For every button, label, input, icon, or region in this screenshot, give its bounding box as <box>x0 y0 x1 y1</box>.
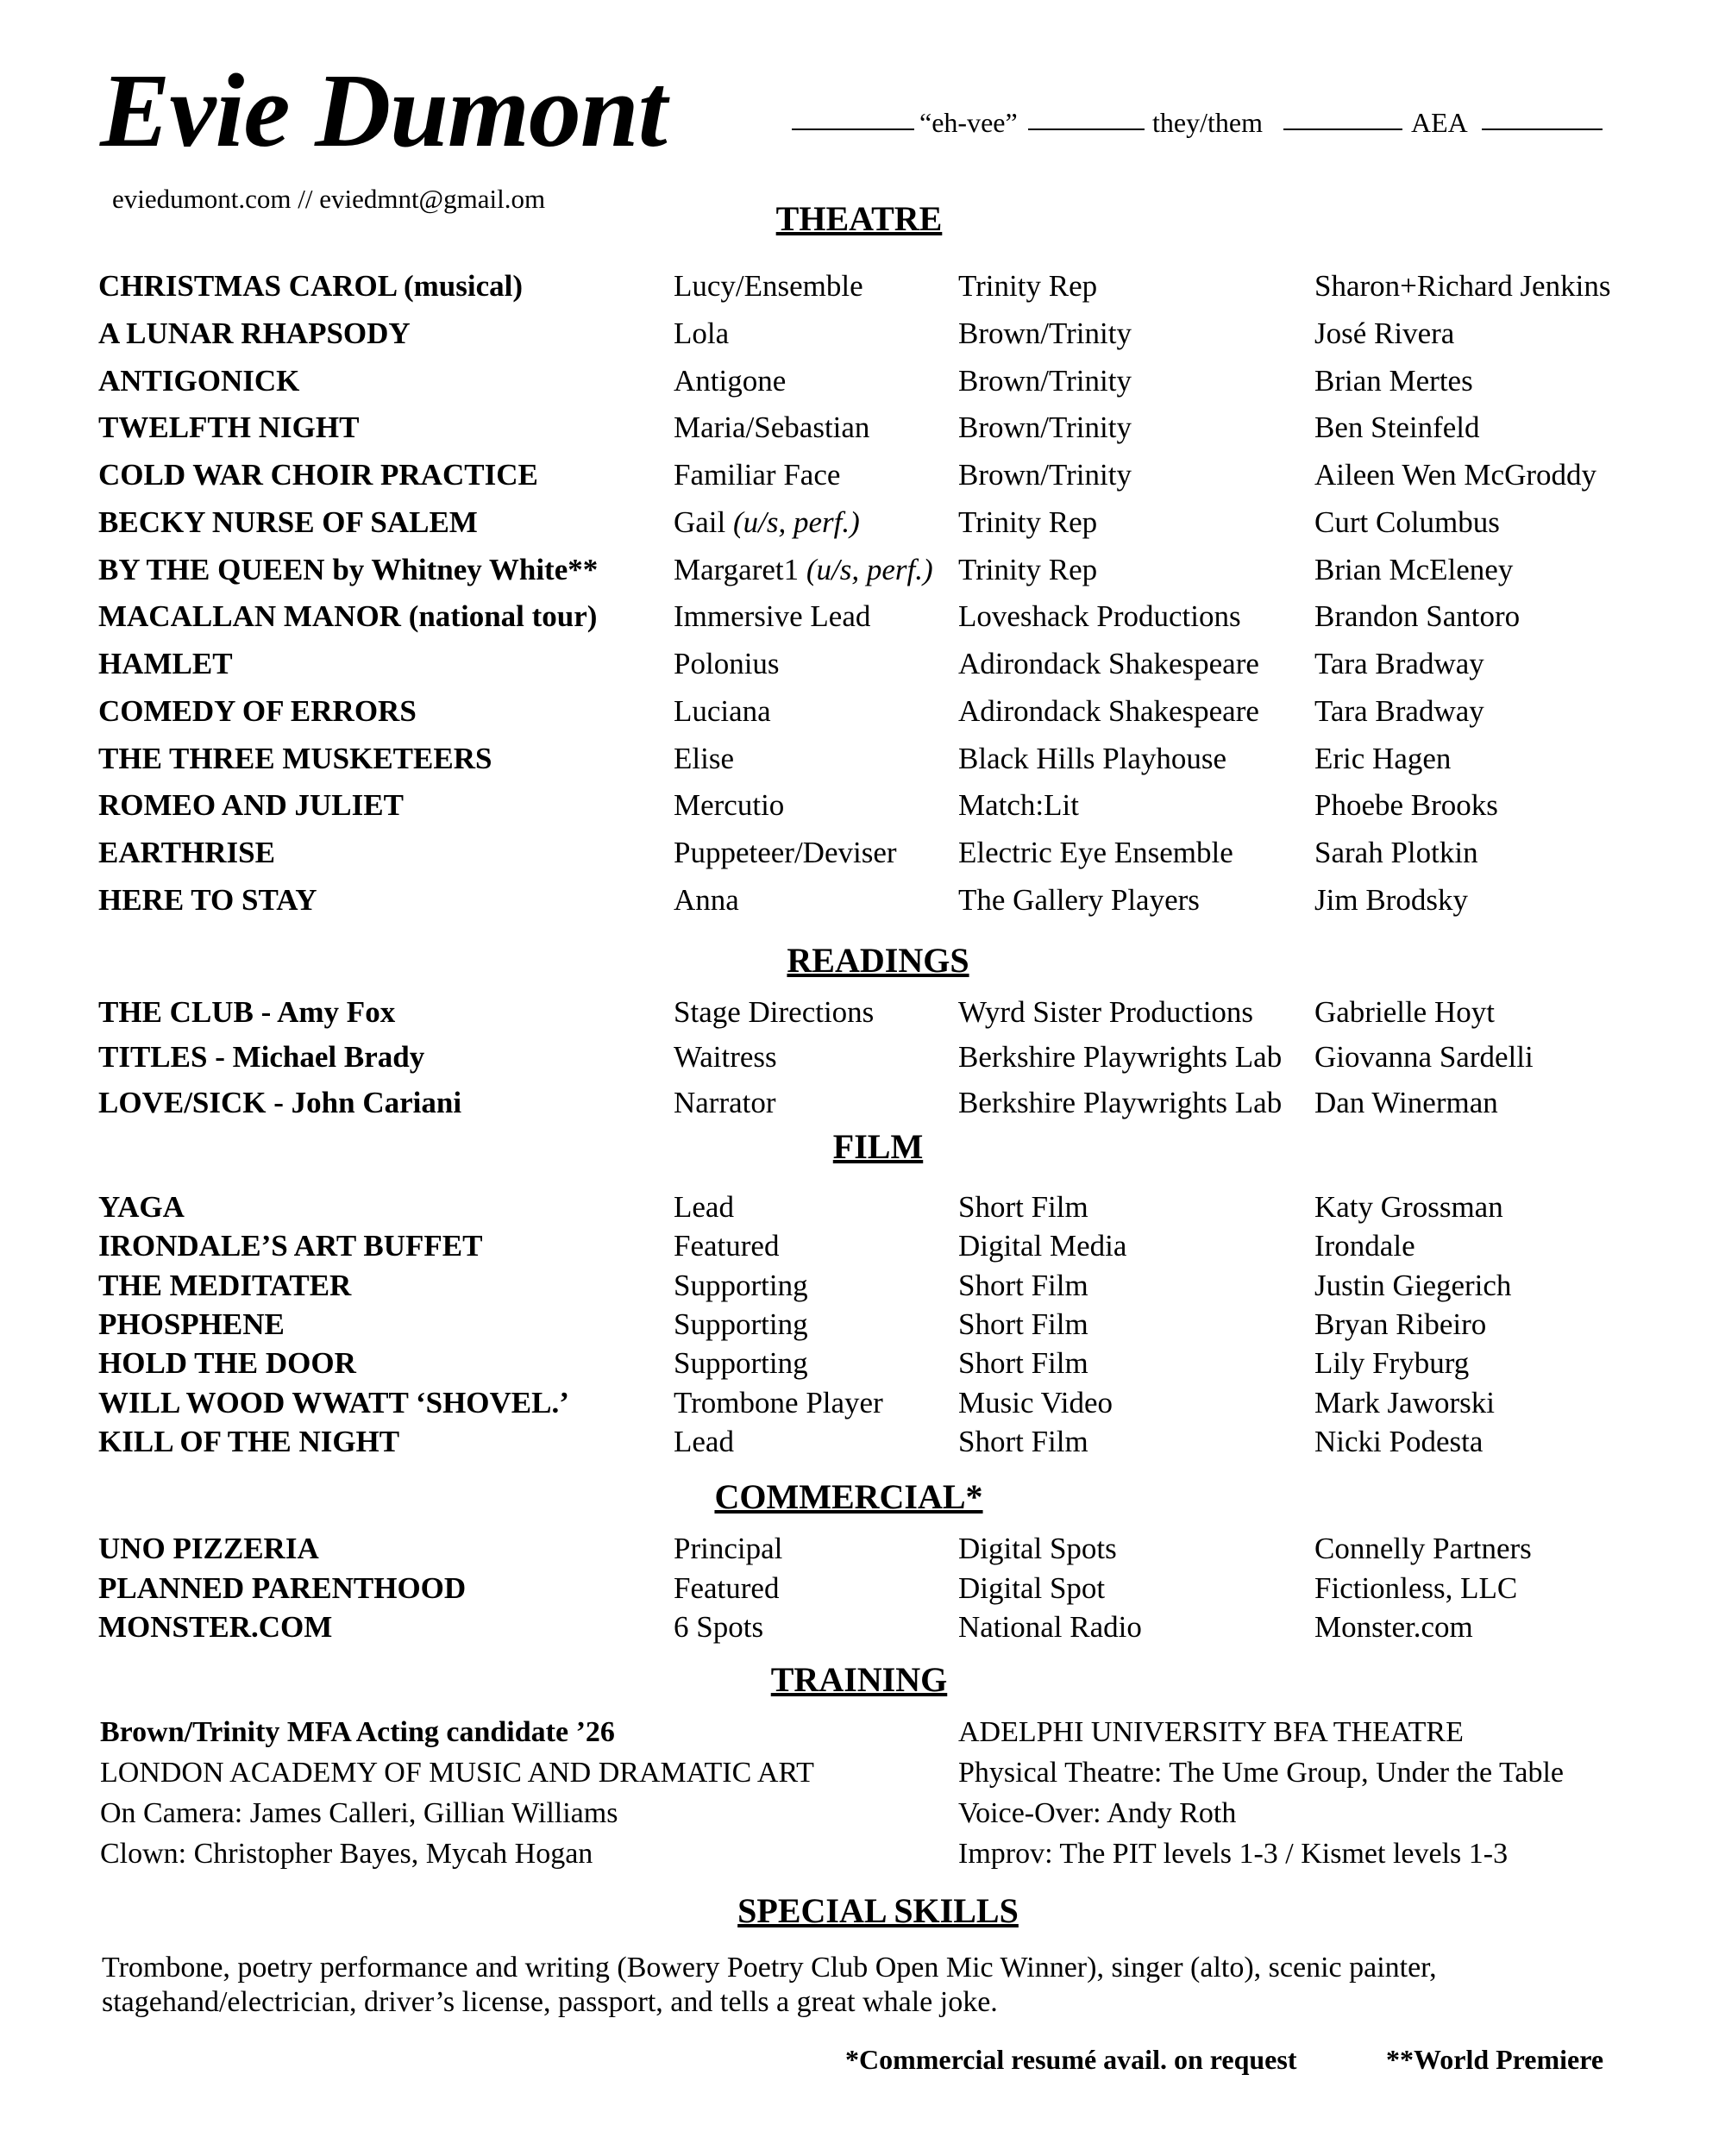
credit-title: MONSTER.COM <box>98 1610 333 1644</box>
credit-title: KILL OF THE NIGHT <box>98 1425 400 1458</box>
credit-role: Supporting <box>674 1346 808 1380</box>
credit-title: PLANNED PARENTHOOD <box>98 1571 467 1605</box>
credit-company: Adirondack Shakespeare <box>958 647 1259 680</box>
credit-role: Puppeteer/Deviser <box>674 836 897 869</box>
credit-company: Brown/Trinity <box>958 411 1132 444</box>
credit-role: Stage Directions <box>674 995 875 1029</box>
credit-role: Luciana <box>674 694 771 728</box>
credit-title: HOLD THE DOOR <box>98 1346 356 1380</box>
credit-company: Short Film <box>958 1269 1088 1302</box>
credit-row <box>0 269 1725 312</box>
credit-director: Katy Grossman <box>1314 1190 1503 1224</box>
credit-title: LOVE/SICK - John Cariani <box>98 1086 462 1119</box>
credit-title: IRONDALE’S ART BUFFET <box>98 1229 483 1263</box>
credit-row <box>0 1086 1725 1129</box>
credit-title: HERE TO STAY <box>98 883 317 917</box>
credit-director: Monster.com <box>1314 1610 1473 1644</box>
credit-company: Short Film <box>958 1307 1088 1341</box>
credit-title: BECKY NURSE OF SALEM <box>98 505 478 539</box>
credit-director: Nicki Podesta <box>1314 1425 1484 1458</box>
credit-role: Trombone Player <box>674 1386 883 1420</box>
union-affiliation: AEA <box>1411 107 1468 138</box>
role-name: Gail <box>674 505 726 539</box>
credit-company: Digital Spots <box>958 1532 1117 1565</box>
credit-director: Aileen Wen McGroddy <box>1314 458 1597 492</box>
credit-company: Electric Eye Ensemble <box>958 836 1233 869</box>
credit-row <box>0 883 1725 926</box>
credit-director: Ben Steinfeld <box>1314 411 1480 444</box>
training-item: Voice-Over: Andy Roth <box>958 1797 1237 1829</box>
credit-row <box>0 836 1725 879</box>
credit-title: A LUNAR RHAPSODY <box>98 317 411 350</box>
credit-title: COMEDY OF ERRORS <box>98 694 417 728</box>
credit-company: The Gallery Players <box>958 883 1200 917</box>
credit-role <box>674 505 860 540</box>
credit-role <box>674 553 933 587</box>
credit-company: Berkshire Playwrights Lab <box>958 1086 1283 1119</box>
understudy-note: (u/s, perf.) <box>806 553 933 586</box>
credit-title: HAMLET <box>98 647 233 680</box>
pronouns: they/them <box>1152 107 1263 138</box>
credit-row <box>0 1229 1725 1272</box>
credit-row <box>0 364 1725 407</box>
credit-role: Antigone <box>674 364 787 398</box>
credit-director: Irondale <box>1314 1229 1415 1263</box>
credit-company: National Radio <box>958 1610 1142 1644</box>
credit-director: Tara Bradway <box>1314 694 1484 728</box>
credit-row <box>0 694 1725 737</box>
credit-role: Familiar Face <box>674 458 841 492</box>
training-item: Brown/Trinity MFA Acting candidate ’26 <box>100 1716 615 1748</box>
training-item: On Camera: James Calleri, Gillian Williams <box>100 1797 618 1829</box>
credit-row <box>0 647 1725 690</box>
credit-row <box>0 1532 1725 1575</box>
credit-role: Mercutio <box>674 788 785 822</box>
credit-company: Trinity Rep <box>958 505 1098 539</box>
credit-title: EARTHRISE <box>98 836 275 869</box>
credit-director: José Rivera <box>1314 317 1455 350</box>
credit-role: Polonius <box>674 647 780 680</box>
credit-row <box>0 1425 1725 1468</box>
credit-director: Brian Mertes <box>1314 364 1473 398</box>
training-item: Clown: Christopher Bayes, Mycah Hogan <box>100 1838 593 1870</box>
role-name: Margaret1 <box>674 553 800 586</box>
training-item: LONDON ACADEMY OF MUSIC AND DRAMATIC ART <box>100 1757 814 1789</box>
credit-row <box>0 1040 1725 1083</box>
credit-role: Maria/Sebastian <box>674 411 870 444</box>
credit-row <box>0 1346 1725 1389</box>
credit-company: Short Film <box>958 1190 1088 1224</box>
credit-company: Short Film <box>958 1425 1088 1458</box>
credit-director: Connelly Partners <box>1314 1532 1532 1565</box>
credit-company: Black Hills Playhouse <box>958 742 1227 775</box>
credit-role: Lola <box>674 317 730 350</box>
credit-director: Eric Hagen <box>1314 742 1452 775</box>
credit-company: Brown/Trinity <box>958 317 1132 350</box>
credit-role: Supporting <box>674 1307 808 1341</box>
credit-director: Justin Giegerich <box>1314 1269 1512 1302</box>
credit-role: Narrator <box>674 1086 776 1119</box>
credit-director: Tara Bradway <box>1314 647 1484 680</box>
credit-role: Anna <box>674 883 739 917</box>
credit-row <box>0 788 1725 831</box>
section-title-training: TRAINING <box>770 1660 948 1699</box>
skills-text: Trombone, poetry performance and writing (Bowery Poetry Club Open Mic Winner), singer (alto), scenic painter, stagehand/electrician, driver’s license, passport, and tells a great whale joke. <box>102 1952 1437 2018</box>
understudy-note: (u/s, perf.) <box>733 505 860 539</box>
credit-director: Curt Columbus <box>1314 505 1500 539</box>
credit-company: Music Video <box>958 1386 1113 1420</box>
credit-company: Berkshire Playwrights Lab <box>958 1040 1283 1074</box>
credit-company: Adirondack Shakespeare <box>958 694 1259 728</box>
credit-row <box>0 505 1725 548</box>
credit-company: Brown/Trinity <box>958 458 1132 492</box>
credit-director: Brian McEleney <box>1314 553 1514 586</box>
credit-director: Giovanna Sardelli <box>1314 1040 1534 1074</box>
actor-info-line <box>792 105 1603 140</box>
credit-row <box>0 1610 1725 1653</box>
section-title-commercial: COMMERCIAL* <box>714 1477 983 1516</box>
credit-director: Sharon+Richard Jenkins <box>1314 269 1611 303</box>
credit-director: Gabrielle Hoyt <box>1314 995 1495 1029</box>
credit-role: Featured <box>674 1229 780 1263</box>
credit-title: CHRISTMAS CAROL (musical) <box>98 269 523 303</box>
credit-row <box>0 995 1725 1038</box>
section-title-readings: READINGS <box>787 941 969 980</box>
actor-name: Evie Dumont <box>100 53 667 169</box>
training-item: ADELPHI UNIVERSITY BFA THEATRE <box>958 1716 1464 1748</box>
credit-role: Elise <box>674 742 734 775</box>
training-item: Improv: The PIT levels 1-3 / Kismet levels 1-3 <box>958 1838 1509 1870</box>
credit-company: Digital Media <box>958 1229 1127 1263</box>
credit-row <box>0 553 1725 596</box>
section-title-theatre: THEATRE <box>775 199 943 238</box>
section-title-special-skills: SPECIAL SKILLS <box>737 1891 1019 1930</box>
credit-role: Waitress <box>674 1040 777 1074</box>
credit-director: Phoebe Brooks <box>1314 788 1498 822</box>
credit-title: PHOSPHENE <box>98 1307 285 1341</box>
credit-row <box>0 1307 1725 1351</box>
credit-title: TWELFTH NIGHT <box>98 411 360 444</box>
credit-role: Principal <box>674 1532 783 1565</box>
credit-role: Lead <box>674 1425 734 1458</box>
credit-title: COLD WAR CHOIR PRACTICE <box>98 458 538 492</box>
credit-title: WILL WOOD WWATT ‘SHOVEL.’ <box>98 1386 569 1420</box>
credit-director: Mark Jaworski <box>1314 1386 1495 1420</box>
credit-company: Trinity Rep <box>958 553 1098 586</box>
credit-company: Match:Lit <box>958 788 1079 822</box>
divider <box>1283 128 1402 130</box>
credit-row <box>0 411 1725 454</box>
credit-row <box>0 1269 1725 1312</box>
credit-title: BY THE QUEEN by Whitney White** <box>98 553 599 586</box>
pronunciation: “eh-vee” <box>919 107 1018 138</box>
credit-title: THE MEDITATER <box>98 1269 352 1302</box>
credit-director: Fictionless, LLC <box>1314 1571 1518 1605</box>
credit-company: Short Film <box>958 1346 1088 1380</box>
divider <box>1482 128 1603 130</box>
credit-director: Jim Brodsky <box>1314 883 1468 917</box>
credit-director: Bryan Ribeiro <box>1314 1307 1487 1341</box>
credit-company: Wyrd Sister Productions <box>958 995 1254 1029</box>
credit-row <box>0 458 1725 501</box>
credit-role: Featured <box>674 1571 780 1605</box>
credit-role: Immersive Lead <box>674 599 871 633</box>
credit-role: Lucy/Ensemble <box>674 269 863 303</box>
credit-title: THE CLUB - Amy Fox <box>98 995 396 1029</box>
credit-title: THE THREE MUSKETEERS <box>98 742 492 775</box>
credit-role: 6 Spots <box>674 1610 764 1644</box>
credit-company: Loveshack Productions <box>958 599 1241 633</box>
section-title-film: FILM <box>832 1127 924 1166</box>
credit-row <box>0 1190 1725 1233</box>
credit-title: UNO PIZZERIA <box>98 1532 319 1565</box>
contact-info: eviedumont.com // eviedmnt@gmail.om <box>112 184 546 214</box>
credit-role: Supporting <box>674 1269 808 1302</box>
credit-title: ROMEO AND JULIET <box>98 788 404 822</box>
credit-title: TITLES - Michael Brady <box>98 1040 425 1074</box>
credit-company: Digital Spot <box>958 1571 1106 1605</box>
credit-row <box>0 1571 1725 1614</box>
credit-director: Brandon Santoro <box>1314 599 1521 633</box>
divider <box>1028 128 1145 130</box>
divider <box>792 128 914 130</box>
credit-title: MACALLAN MANOR (national tour) <box>98 599 598 633</box>
training-item: Physical Theatre: The Ume Group, Under the Table <box>958 1757 1564 1789</box>
world-premiere-footnote: **World Premiere <box>1386 2044 1604 2075</box>
credit-company: Brown/Trinity <box>958 364 1132 398</box>
credit-director: Sarah Plotkin <box>1314 836 1478 869</box>
commercial-footnote: *Commercial resumé avail. on request <box>845 2044 1297 2075</box>
credit-row <box>0 599 1725 642</box>
credit-title: YAGA <box>98 1190 185 1224</box>
credit-row <box>0 317 1725 360</box>
credit-director: Dan Winerman <box>1314 1086 1498 1119</box>
credit-row <box>0 742 1725 785</box>
credit-role: Lead <box>674 1190 734 1224</box>
credit-title: ANTIGONICK <box>98 364 300 398</box>
credit-company: Trinity Rep <box>958 269 1098 303</box>
credit-row <box>0 1386 1725 1429</box>
credit-director: Lily Fryburg <box>1314 1346 1470 1380</box>
